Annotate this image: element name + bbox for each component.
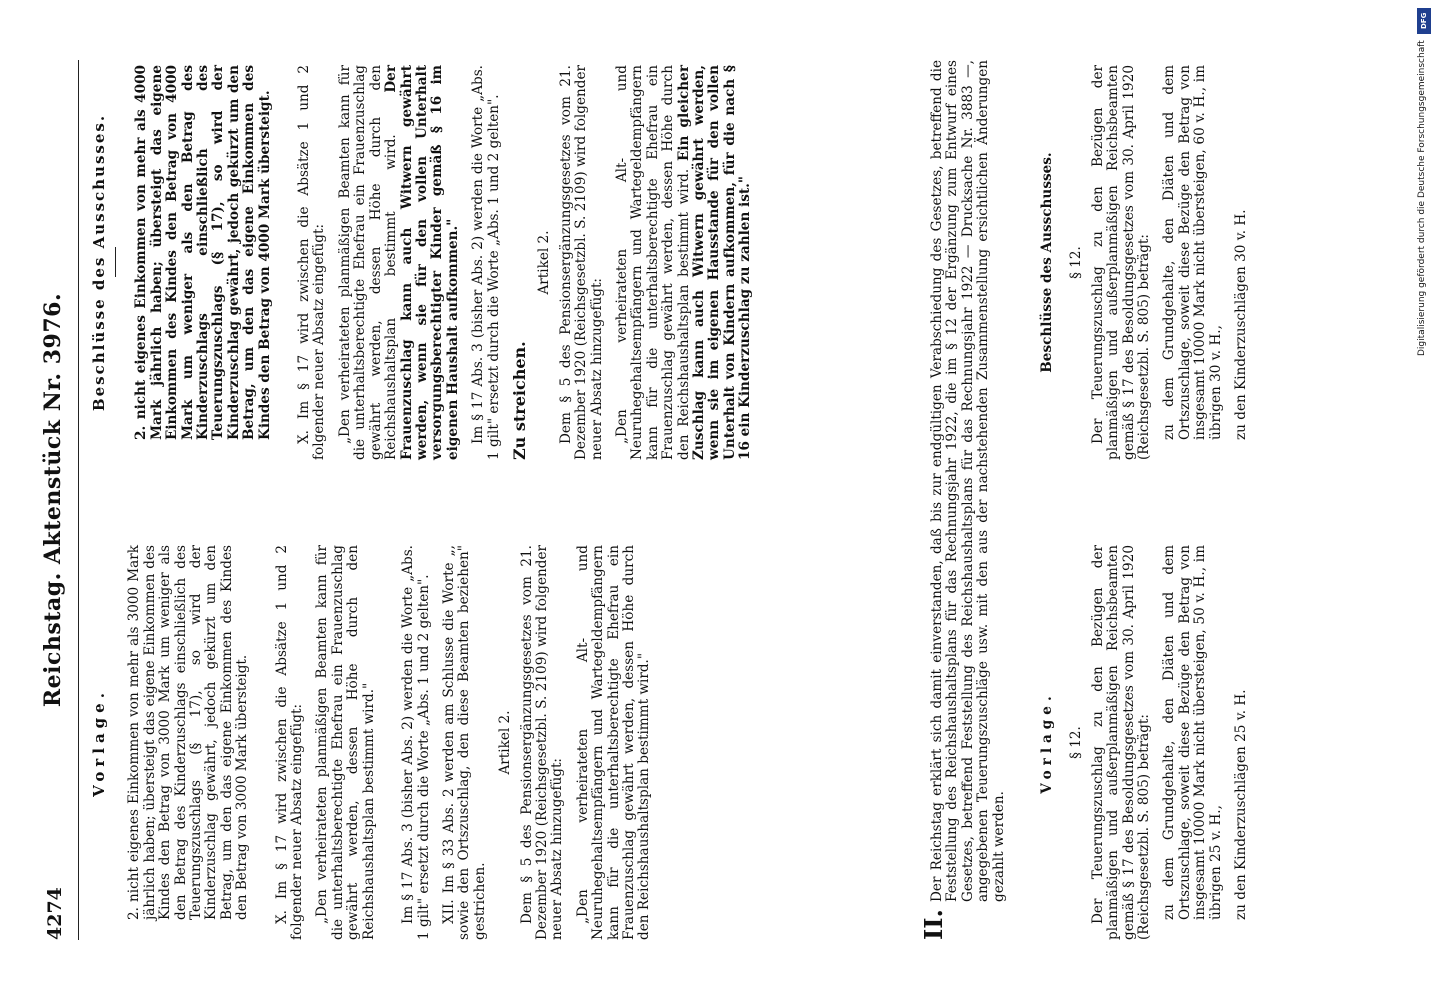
column-vorlage: [92, 545, 663, 940]
page-header: [36, 60, 76, 940]
quote: „Den verheirateten planmäßigen Beamten kann für die unterhaltsberechtigte Ehefrau ein Frauenzuschlag gewährt werden, dessen Höhe durch den Reichshaushaltsplan bestimmt wird.": [314, 545, 377, 940]
paragraph: zu dem Grundgehalte, den Diäten und dem Ortszuschlage, soweit diese Bezüge den Betrag von insgesamt 10000 Mark nicht übersteigen, 50 v. H., im übrigen 25 v. H.,: [1161, 545, 1224, 920]
paragraph: Dem § 5 des Pensionsergänzungsgesetzes vom 21. Dezember 1920 (Reichsgesetzbl. S. 2109) wird folgender neuer Absatz hinzugefügt:: [557, 65, 605, 460]
paragraph: X. Im § 17 wird zwischen die Absätze 1 und 2 folgender neuer Absatz eingefügt:: [273, 545, 306, 940]
paragraph: Der Reichstag erklärt sich damit einverstanden, daß bis zur endgültigen Verabschiedung des Gesetzes, betreffend die Feststellung des Reichshaushaltsplans für das Rechnungsjahr 1922, die im § 12 der Ergänzung zum Entwurf eines Gesetzes, betreffend Feststellung des Reichshaushaltsplans für das Rechnungsjahr 1922 — Drucksache Nr. 3883 —, angegebenen Teuerungszuschläge usw. mit den aus der nachstehenden Zusammenstellung ersichtlichen Änderungen gezahlt werden.: [929, 60, 1007, 902]
paragraph: Dem § 5 des Pensionsergänzungsgesetzes vom 21. Dezember 1920 (Reichsgesetzbl. S. 2109) wird folgender neuer Absatz hinzugefügt:: [518, 545, 566, 940]
column-heading: Beschlüsse des Ausschusses.: [90, 113, 108, 412]
credit-line: Digitalisierung gefördert durch die Deutsche Forschungsgemeinschaft: [1417, 40, 1427, 356]
section-ii: [919, 60, 1017, 940]
page-title: Reichstag. Aktenstück Nr. 3976.: [40, 292, 66, 708]
paragraph: zu den Kinderzuschlägen 30 v. H.: [1233, 209, 1250, 440]
paragraph: 2. nicht eigenes Einkommen von mehr als 3000 Mark jährlich haben; übersteigt das eigene Einkommen des Kindes den Betrag von 3000 Mark um weniger als den Betrag des Kinderzuschlags einschließlich des Teuerungszuschlags (§ 17), so wird der Kinderzuschlag gewährt, jedoch gekürzt um den Betrag, um den das eigene Einkommen des Kindes den Betrag von 3000 Mark übersteigt.: [126, 545, 251, 920]
paragraph: Der Teuerungszuschlag zu den Bezügen der planmäßigen und außerplanmäßigen Reichsbeamten gemäß § 17 des Besoldungsgesetzes vom 30. April 1920 (Reichsgesetzbl. S. 805) beträgt:: [1089, 545, 1153, 940]
header-rule: [78, 60, 79, 940]
quote: „Den verheirateten Alt- und Neuruhegehaltsempfängern und Wartegeldempfängern kann für die unterhaltsberechtigte Ehefrau ein Frauenzuschlag gewährt werden, dessen Höhe durch den Reichshaushaltsplan bestimmt wird.": [574, 545, 653, 940]
column-heading: Vorlage.: [1039, 691, 1055, 794]
paragraph-sign: § 12.: [1068, 726, 1085, 759]
paragraph: Der Teuerungszuschlag zu den Bezügen der planmäßigen und außerplanmäßigen Reichsbeamten gemäß § 17 des Besoldungsgesetzes vom 30. April 1920 (Reichsgesetzbl. S. 805) beträgt:: [1089, 65, 1153, 460]
paragraph-sign: § 12.: [1068, 246, 1085, 279]
column-heading: Beschlüsse des Ausschusses.: [1039, 152, 1055, 373]
quote: „Den verheirateten planmäßigen Beamten kann für die unterhaltsberechtigte Ehefrau ein Frauenzuschlag gewährt werden, dessen Höhe durch den Reichshaushaltsplan bestimmt wird. Der Frauenzuschlag kann auch Witwern gewährt werden, wenn sie für den vollen Unterhalt versorgungsberechtigter Kinder gemäß § 16 im eigenen Haushalt aufkommen.": [336, 65, 461, 460]
dfg-logo: DFG: [1417, 8, 1431, 34]
lower-beschluesse: [1040, 65, 1259, 460]
column-heading: Vorlage.: [90, 688, 108, 797]
section-numeral: II.: [919, 909, 948, 940]
quote: „Den verheirateten Alt- und Neuruhegehaltsempfängern und Wartegeldempfängern kann für die unterhaltsberechtigte Ehefrau ein Frauenzuschlag gewährt werden, dessen Höhe durch den Reichshaushaltsplan bestimmt wird. Ein gleicher Zuschlag kann auch Witwern gewährt werden, wenn sie im eigenen Hausstande für den vollen Unterhalt von Kindern aufkommen, für die nach § 16 ein Kinderzuschlag zu zahlen ist.": [613, 65, 754, 460]
page-number: 4274: [44, 887, 66, 940]
lower-vorlage: [1040, 545, 1259, 940]
paragraph: Im § 17 Abs. 3 (bisher Abs. 2) werden die Worte „Abs. 1 gilt" ersetzt durch die Worte „Abs. 1 und 2 gelten".: [470, 65, 502, 460]
zu-streichen: Zu streichen.: [509, 341, 529, 460]
paragraph: 2. nicht eigenes Einkommen von mehr als 4000 Mark jährlich haben; übersteigt das eigene Einkommen des Kindes den Betrag von 4000 Mark um weniger als den Betrag des Kinderzuschlags einschließlich des Teuerungszuschlags (§ 17), so wird der Kinderzuschlag gewährt, jedoch gekürzt um den Betrag, um den das eigene Einkommen des Kindes den Betrag von 4000 Mark übersteigt.: [133, 65, 273, 440]
paragraph: X. Im § 17 wird zwischen die Absätze 1 und 2 folgender neuer Absatz eingefügt:: [296, 65, 328, 460]
paragraph: Im § 17 Abs. 3 (bisher Abs. 2) werden die Worte „Abs. 1 gilt" ersetzt durch die Worte „Abs. 1 und 2 gelten".: [400, 545, 432, 940]
paragraph: zu dem Grundgehalte, den Diäten und dem Ortszuschlage, soweit diese Bezüge den Betrag von insgesamt 10000 Mark nicht übersteigen, 60 v. H., im übrigen 30 v. H.,: [1161, 65, 1224, 440]
column-beschluesse: [92, 65, 764, 460]
digitization-sidebar: [1415, 0, 1434, 1000]
paragraph: zu den Kinderzuschlägen 25 v. H.: [1233, 689, 1250, 920]
artikel-heading: Artikel 2.: [497, 710, 514, 775]
artikel-heading: Artikel 2.: [536, 230, 553, 295]
paragraph: XII. Im § 33 Abs. 2 werden am Schlusse die Worte „, sowie den Ortszuschlag, den diese Beamten beziehen" gestrichen.: [440, 545, 488, 940]
